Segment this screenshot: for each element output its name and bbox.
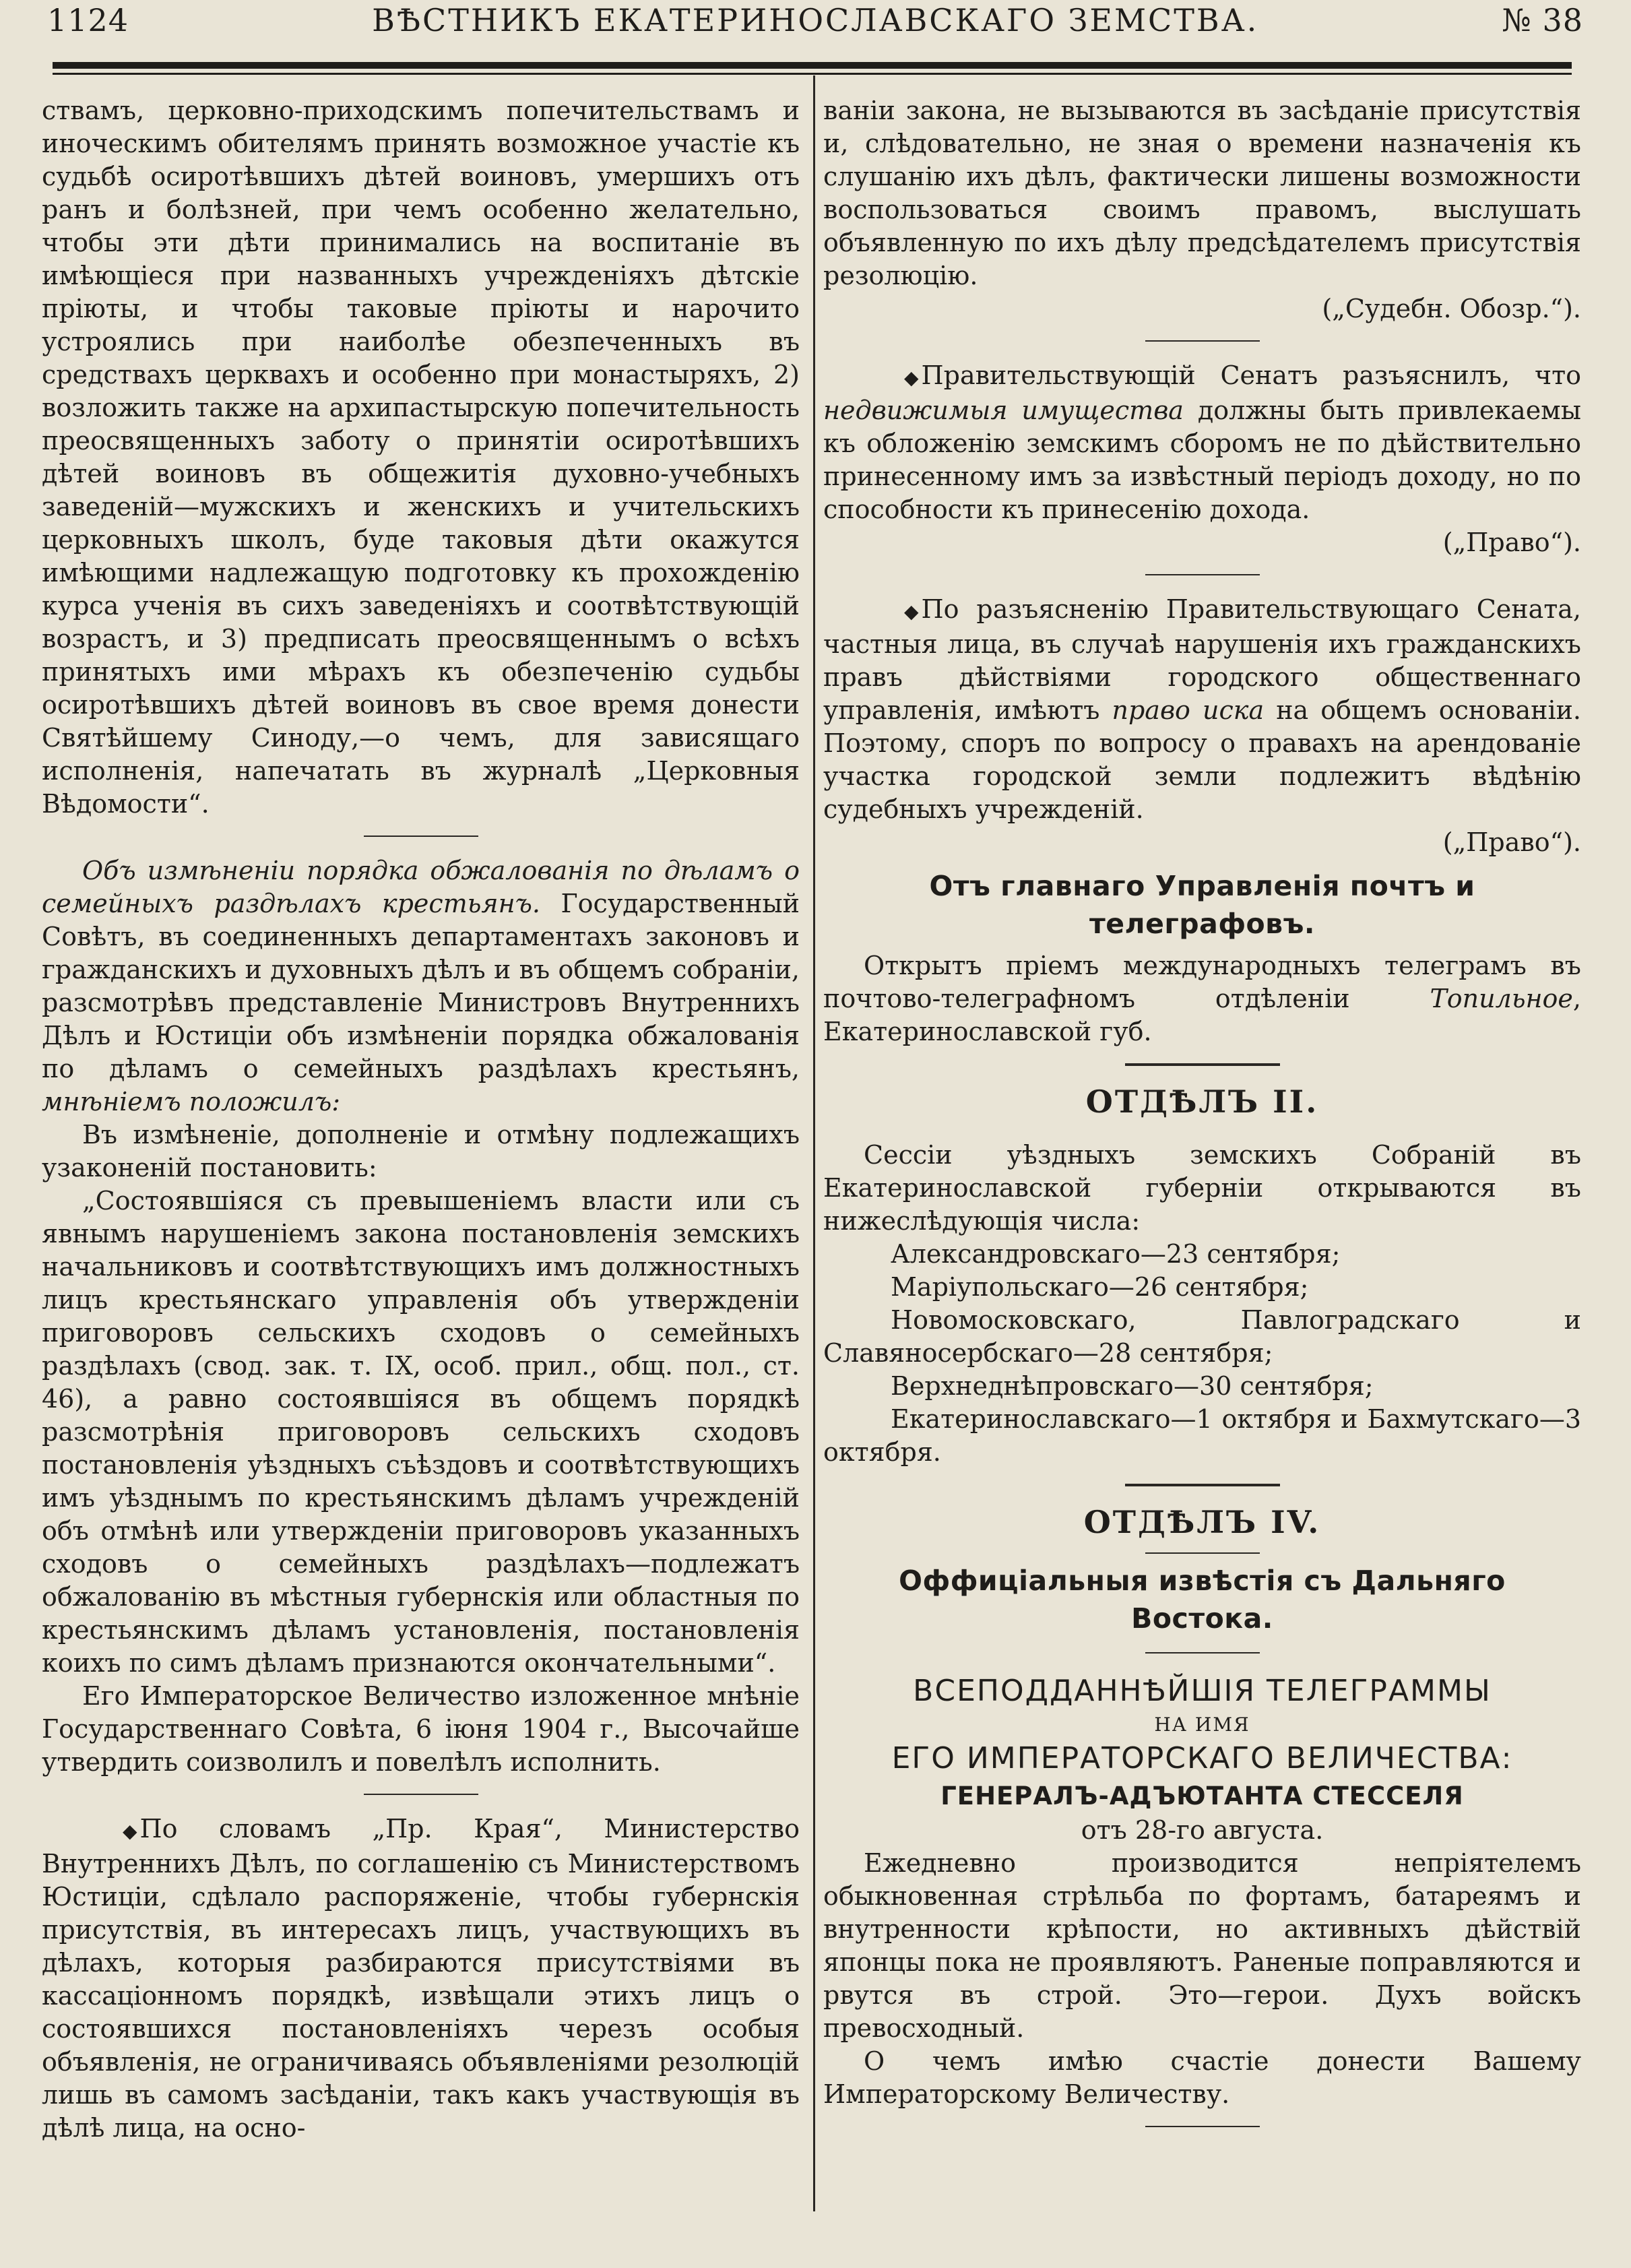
left-paragraph-synod: ствамъ, церковно-приходскимъ попечительствамъ и иноческимъ обителямъ принять возможное участіе къ судьбѣ осиротѣвшихъ дѣтей воиновъ, умершихъ отъ ранъ и болѣзней, при чемъ особенно желательно, чтобы эти дѣти принимались на воспитаніе въ имѣющіеся при названныхъ учрежденіяхъ дѣтскіе пріюты, и чтобы таковые пріюты и нарочито устроялись при наиболѣе обезпеченныхъ въ средствахъ церквахъ и особенно при монастыряхъ, 2) возложить также на архипастырскую попечительность преосвященныхъ заботу о принятіи осиротѣвшихъ дѣтей воиновъ въ общежитія духовно-учебныхъ заведеній—мужскихъ и женскихъ и учительскихъ церковныхъ школъ, буде таковыя дѣти окажутся имѣющими надлежащую подготовку къ прохожденію курса ученія въ сихъ заведеніяхъ и соотвѣтствующій возрастъ, и 3) предписать преосвященнымъ о всѣхъ принятыхъ ими мѣрахъ къ обезпеченію судьбы осиротѣвшихъ дѣтей воиновъ въ свое время донести Святѣйшему Синоду,—о чемъ, для зависящаго исполненія, напечатать въ журналѣ „Церковныя Вѣдомости“. [42, 96, 800, 819]
left-paragraph-approval: Его Императорское Величество изложенное мнѣніе Государственнаго Совѣта, 6 іюня 1904 г., Высочайше утвердить соизволилъ и повелѣлъ исполнить. [42, 1681, 800, 1777]
left-column [42, 94, 800, 2145]
list-item: Александровскаго—23 сентября; [891, 1239, 1341, 1269]
separator [364, 1794, 478, 1795]
right-paragraph-continuation: ваніи закона, не вызываются въ засѣданіе присутствія и, слѣдовательно, не зная о времени назначенія къ слушанію ихъ дѣлъ, фактически лишены возможности воспользоваться своимъ правомъ, выслушать объявленную по ихъ дѣлу предсѣдателемъ присутствія резолюцію. [823, 96, 1581, 290]
right-paragraph-senate-property: ◆ Правительствующій Сенатъ разъяснилъ, что недвижимыя имущества должны быть привлекаемы къ обложенію земскимъ сборомъ не по дѣйствительно принесенному имъ за извѣстный періодъ доходу, но по способности къ принесенію дохода. [823, 360, 1581, 524]
page-number: 1124 [47, 2, 129, 38]
right-paragraph-sessions: Сессіи уѣздныхъ земскихъ Собраній въ Екатеринославской губерніи открываются въ нижеслѣдующія числа: [823, 1140, 1581, 1236]
telegram-general: ГЕНЕРАЛЪ-АДЪЮТАНТА СТЕССЕЛЯ [940, 1782, 1464, 1810]
separator [1125, 1484, 1280, 1486]
journal-title: ВѢСТНИКЪ ЕКАТЕРИНОСЛАВСКАГО ЗЕМСТВА. [372, 2, 1259, 38]
diamond-bullet-icon: ◆ [904, 600, 919, 623]
telegram-closing: О чемъ имѣю счастіе донести Вашему Императорскому Величеству. [823, 2046, 1581, 2109]
separator [1145, 574, 1260, 575]
telegram-heading: ВСЕПОДДАННѢЙШІЯ ТЕЛЕГРАММЫ [913, 1674, 1492, 1708]
source-citation: („Судебн. Обозр.“). [1322, 294, 1581, 323]
list-item: Верхнеднѣпровскаго—30 сентября; [891, 1371, 1374, 1401]
separator [364, 836, 478, 837]
separator [1145, 340, 1260, 342]
article-title-family-divisions: Объ измѣненіи порядка обжалованія по дѣламъ о семейныхъ раздѣлахъ крестьянъ. [42, 856, 800, 918]
section-heading-far-east: Оффиціальныя извѣстія съ Дальняго Востока. [899, 1565, 1506, 1635]
header-rule-thick [53, 62, 1572, 69]
separator [1145, 1652, 1260, 1653]
sessions-list [823, 1238, 1581, 1469]
column-divider [813, 75, 815, 2211]
telegram-emperor: ЕГО ИМПЕРАТОРСКАГО ВЕЛИЧЕСТВА: [891, 1741, 1513, 1775]
separator [1145, 2126, 1260, 2127]
list-item: Новомосковскаго, Павлоградскаго и Славяносербскаго—28 сентября; [823, 1305, 1581, 1368]
telegram-text: Ежедневно производится непріятелемъ обыкновенная стрѣльба по фортамъ, батареямъ и внутренности крѣпости, но активныхъ дѣйствій японцы пока не проявляютъ. Раненые поправляются и рвутся въ строй. Это—герои. Духъ войскъ превосходный. [823, 1848, 1581, 2043]
section-heading-otdel-4: ОТДѢЛЪ IV. [1083, 1504, 1321, 1540]
right-paragraph-telegraph: Открытъ пріемъ международныхъ телеграмъ въ почтово-телеграфномъ отдѣленіи Топильное, Екатеринославской губ. [823, 951, 1581, 1046]
right-paragraph-senate-lawsuit: ◆ По разъясненію Правительствующаго Сената, частныя лица, въ случаѣ нарушенія ихъ гражданскихъ правъ дѣйствіями городского общественнаго управленія, имѣютъ право иска на общемъ основаніи. Поэтому, споръ по вопросу о правахъ на арендованіе участка городской земли подлежитъ вѣдѣнію судебныхъ учрежденій. [823, 594, 1581, 824]
diamond-bullet-icon: ◆ [904, 367, 919, 389]
left-paragraph-quote: „Состоявшіяся съ превышеніемъ власти или съ явнымъ нарушеніемъ закона постановленія земскихъ начальниковъ и соотвѣтствующихъ имъ должностныхъ лицъ крестьянскаго управленія объ утвержденіи приговоровъ сельскихъ сходовъ о семейныхъ раздѣлахъ (свод. зак. т. IX, особ. прил., общ. пол., ст. 46), а равно состоявшіяся въ общемъ порядкѣ разсмотрѣнія приговоровъ сельскихъ сходовъ постановленія уѣздныхъ съѣздовъ и соотвѣтствующихъ имъ уѣзднымъ по крестьянскимъ дѣламъ учрежденій объ отмѣнѣ или утвержденіи приговоровъ указанныхъ сходовъ о семейныхъ раздѣлахъ—подлежатъ обжалованію въ мѣстныя губернскія или областныя по крестьянскимъ дѣламъ установленія, постановленія коихъ по симъ дѣламъ признаются окончательными“. [42, 1186, 800, 1678]
issue-number: № 38 [1502, 2, 1583, 38]
separator [1145, 1552, 1260, 1554]
list-item: Маріупольскаго—26 сентября; [891, 1272, 1309, 1302]
list-item: Екатеринославскаго—1 октября и Бахмутскаго—3 октября. [823, 1404, 1581, 1467]
section-heading-post-telegraph: Отъ главнаго Управленія почтъ и телеграфовъ. [929, 870, 1475, 940]
source-citation: („Право“). [1442, 528, 1581, 557]
right-column [823, 94, 1581, 2145]
telegram-on-name: НА ИМЯ [1154, 1713, 1250, 1736]
left-paragraph-ministry: ◆ По словамъ „Пр. Края“, Министерство Внутреннихъ Дѣлъ, по соглашенію съ Министерствомъ Юстиціи, сдѣлало распоряженіе, чтобы губернскія присутствія, въ интересахъ лицъ, участвующихъ въ дѣлахъ, которыя разбираются присутствіями въ кассаціонномъ порядкѣ, извѣщали этихъ лицъ о состоявшихся постановленіяхъ черезъ особыя объявленія, не ограничиваясь объявленіями резолюцій лишь въ самомъ засѣданіи, такъ какъ участвующія въ дѣлѣ лица, на осно- [42, 1814, 800, 2143]
page-header [47, 0, 1583, 40]
diamond-bullet-icon: ◆ [123, 1820, 137, 1842]
telegram-date: отъ 28-го августа. [1081, 1815, 1324, 1845]
left-paragraph-state-council: Объ измѣненіи порядка обжалованія по дѣламъ о семейныхъ раздѣлахъ крестьянъ. Государственный Совѣтъ, въ соединенныхъ департаментахъ законовъ и гражданскихъ и духовныхъ дѣлъ и въ общемъ собраніи, разсмотрѣвъ представленіе Министровъ Внутреннихъ Дѣлъ и Юстиціи объ измѣненіи порядка обжалованія по дѣламъ о семейныхъ раздѣлахъ крестьянъ, мнѣніемъ положилъ: [42, 856, 800, 1116]
separator [1125, 1063, 1280, 1066]
left-paragraph-decree: Въ измѣненіе, дополненіе и отмѣну подлежащихъ узаконеній постановить: [42, 1120, 800, 1183]
header-rule-thin [53, 73, 1572, 75]
section-heading-otdel-2: ОТДѢЛЪ II. [1085, 1083, 1319, 1120]
source-citation: („Право“). [1442, 827, 1581, 857]
